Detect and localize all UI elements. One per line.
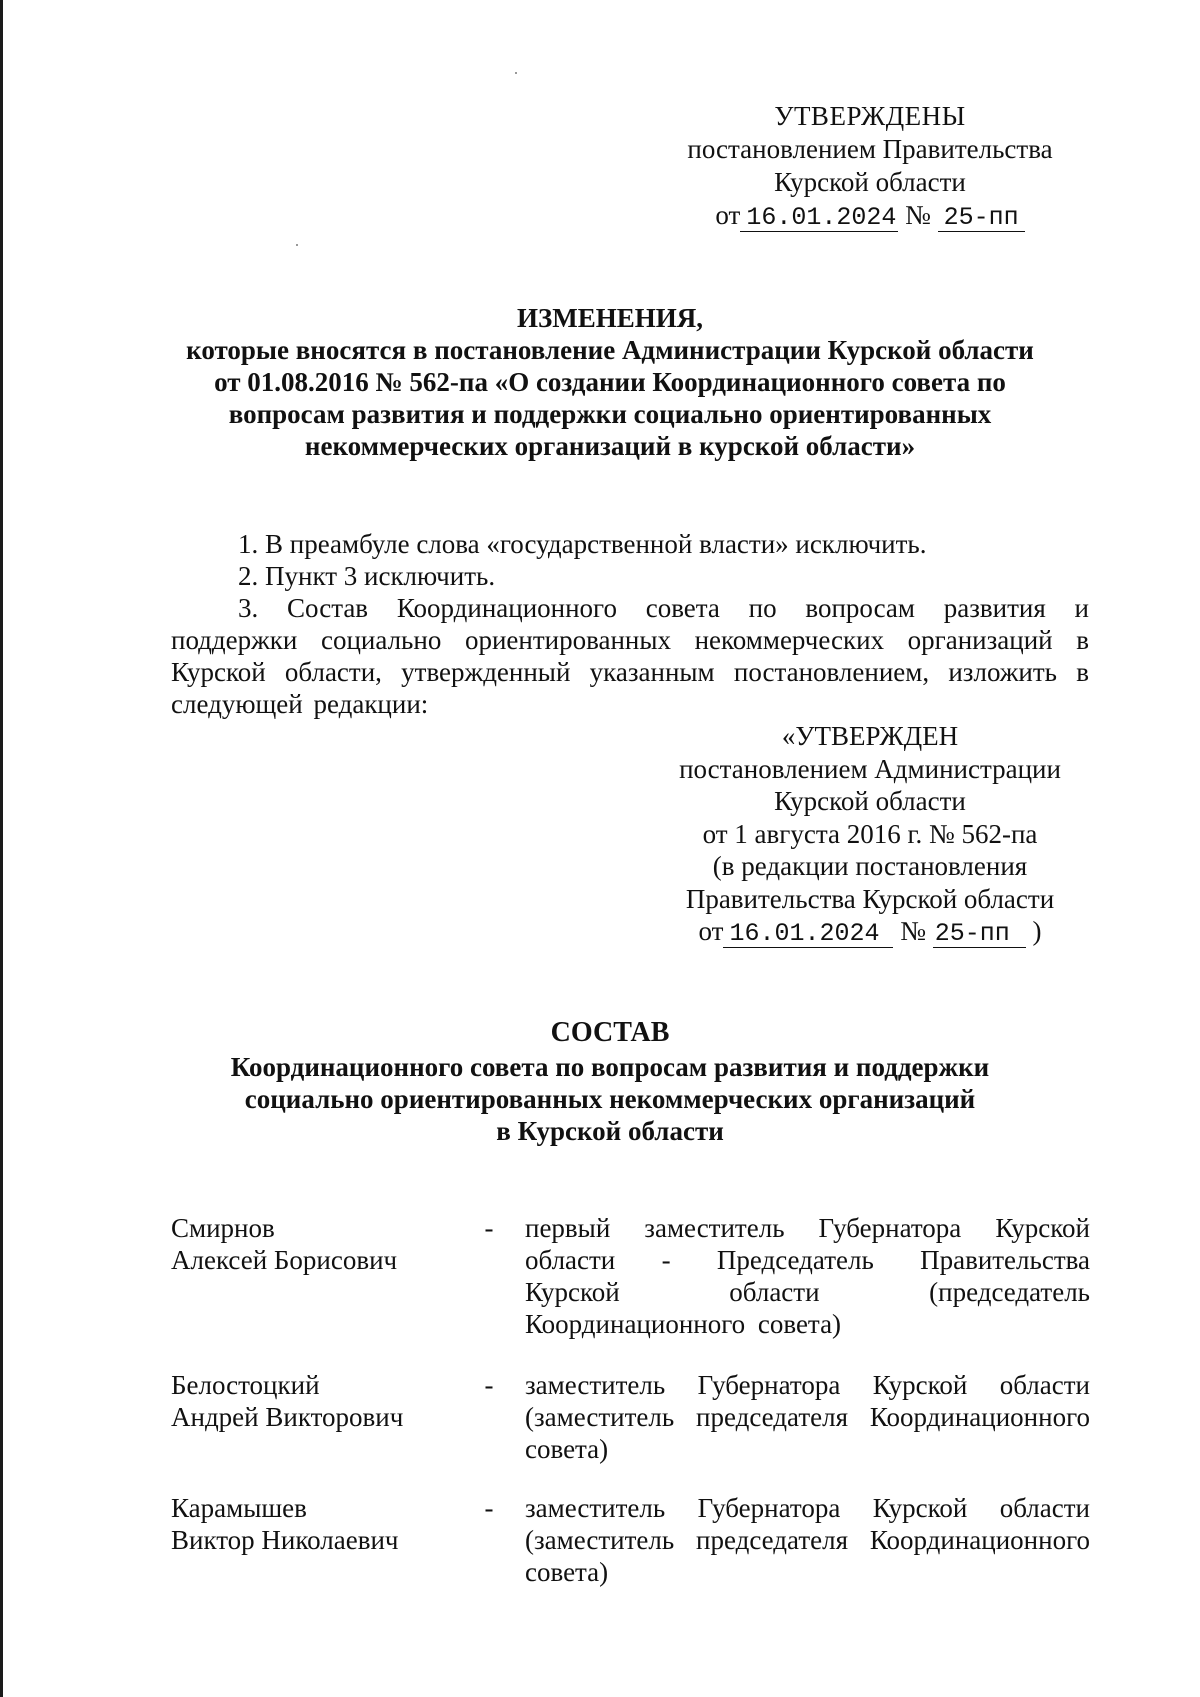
approval-number: 25-пп [938, 205, 1025, 232]
closing-paren: ) [1032, 916, 1042, 946]
approval-block-inner [660, 720, 1080, 948]
member-row [171, 1212, 1089, 1344]
member-role: первый заместитель Губернатора Курской области - Председатель Правительства Курской области (председатель Координационного совета) [525, 1213, 1090, 1339]
list-item: 3. Состав Координационного совета по вопросам развития и поддержки социально ориентированных некоммерческих организаций в Курской области, утвержденный указанным постановлением, изложить в следующей редакции: [171, 593, 1089, 719]
member-name [171, 1492, 471, 1556]
scan-speck [515, 72, 517, 74]
composition-heading [150, 1017, 1070, 1147]
approval-line: от 1 августа 2016 г. № 562-па [702, 818, 1038, 849]
member-given-name: Алексей Борисович [171, 1245, 398, 1275]
member-given-name: Виктор Николаевич [171, 1525, 399, 1555]
member-role: заместитель Губернатора Курской области (заместитель председателя Координационного совета) [525, 1370, 1090, 1464]
member-dash: - [484, 1493, 494, 1523]
composition-line: социально ориентированных некоммерческих организаций [244, 1084, 976, 1114]
member-given-name: Андрей Викторович [171, 1402, 404, 1432]
member-surname: Белостоцкий [171, 1370, 320, 1400]
approval-line: постановлением Правительства [687, 134, 1053, 164]
approval-line: (в редакции постановления [712, 851, 1028, 881]
member-row [171, 1492, 1089, 1592]
number-sign: № [905, 200, 931, 230]
approval-date: 16.01.2024 [740, 205, 898, 232]
approval-date-line [660, 915, 1080, 948]
member-role: заместитель Губернатора Курской области (заместитель председателя Координационного совета) [525, 1493, 1090, 1587]
scan-left-border [0, 0, 3, 1697]
approval-line: Курской области [774, 786, 966, 816]
heading-line: некоммерческих организаций в курской области» [304, 431, 916, 461]
changes-heading [150, 302, 1070, 462]
approval-title: «УТВЕРЖДЕН [781, 721, 959, 751]
list-item: 2. Пункт 3 исключить. [238, 561, 496, 591]
composition-line: Координационного совета по вопросам развития и поддержки [230, 1052, 990, 1082]
member-name [171, 1369, 471, 1433]
heading-title: ИЗМЕНЕНИЯ, [516, 303, 703, 333]
member-row [171, 1369, 1089, 1469]
heading-line: от 01.08.2016 № 562-па «О создании Координационного совета по [214, 367, 1006, 397]
list-item: 1. В преамбуле слова «государственной власти» исключить. [238, 529, 927, 559]
approval-date-line [660, 199, 1080, 232]
approval-line: постановлением Администрации [679, 753, 1061, 784]
changes-list [171, 528, 1089, 720]
member-surname: Смирнов [171, 1213, 275, 1243]
member-dash: - [484, 1370, 494, 1400]
approval-title: УТВЕРЖДЕНЫ [774, 101, 966, 131]
approval-line: Правительства Курской области [685, 883, 1055, 914]
approval-block-top [660, 100, 1080, 232]
member-name [171, 1212, 471, 1276]
approval-number: 25-пп [933, 921, 1026, 948]
date-prefix: от [698, 916, 724, 946]
date-prefix: от [715, 200, 741, 230]
member-surname: Карамышев [171, 1493, 307, 1523]
number-sign: № [900, 916, 926, 946]
approval-line: Курской области [774, 167, 966, 197]
composition-line: в Курской области [496, 1116, 724, 1146]
heading-line: которые вносятся в постановление Администрации Курской области [186, 335, 1034, 365]
member-dash: - [484, 1213, 494, 1243]
composition-title: СОСТАВ [550, 1017, 670, 1048]
heading-line: вопросам развития и поддержки социально ориентированных [228, 399, 992, 429]
approval-date: 16.01.2024 [723, 921, 893, 948]
scan-speck [296, 244, 298, 246]
